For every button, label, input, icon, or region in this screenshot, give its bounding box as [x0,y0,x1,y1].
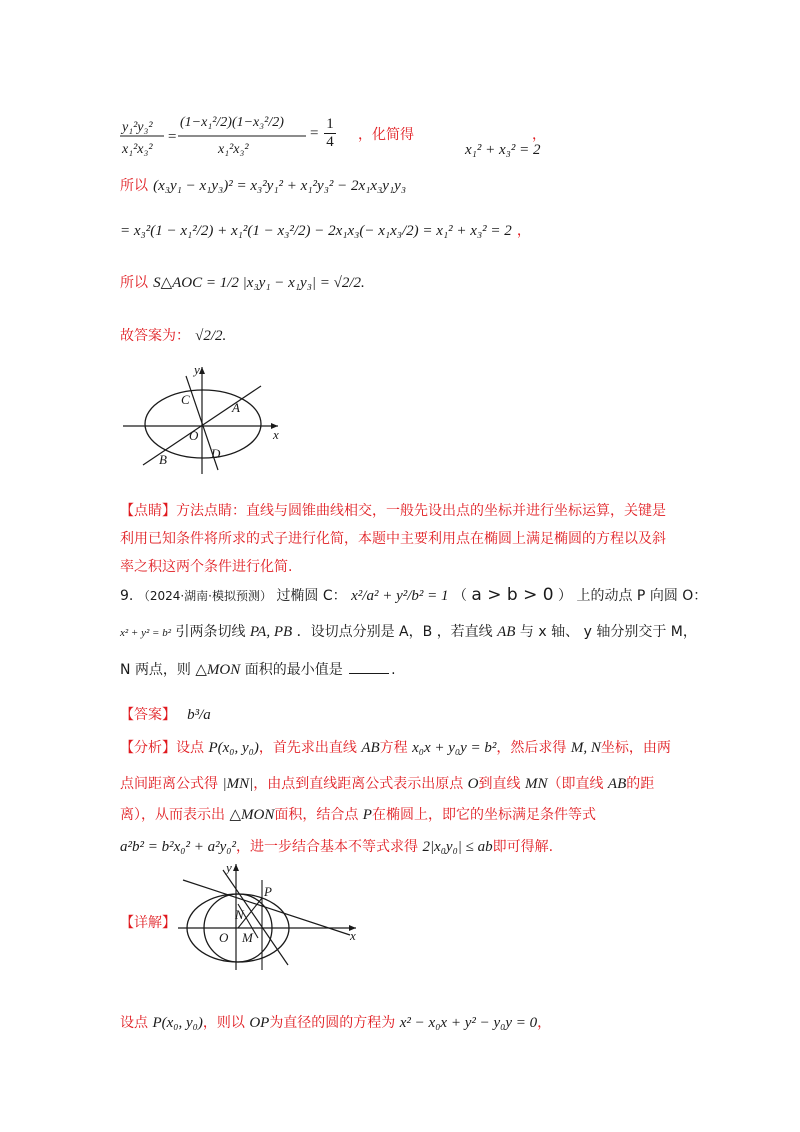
line1-quarter: = $\frac{1}{4}$ [310,116,334,150]
final-a: 设点 [120,1015,148,1031]
analysis-l4a: ，进一步结合基本不等式求得 [235,839,418,855]
analysis-line1 [120,737,671,757]
fig2-label-p: P [264,884,272,899]
line1-fraction-svg [120,98,310,166]
analysis-MN: M, N [570,740,601,756]
line5-prefix: 故答案为： [120,328,190,344]
q9-O: O： [682,588,708,604]
fig2-label-m: M [242,930,253,945]
analysis-line4 [120,836,553,856]
question-9-line1 [120,585,707,605]
analysis-MN2: MN [524,776,548,792]
detail-tag: 【详解】 [120,915,176,931]
line2 [120,175,406,195]
fig1-label-o: O [189,428,199,443]
analysis-l3b: 面积，结合点 [274,807,359,823]
analysis-l2a: 点间距离公式得 [120,776,218,792]
q9-text2: 上的动点 [576,588,633,604]
final-d: ， [537,1015,552,1031]
analysis-AB: AB [361,740,380,756]
analysis-tag: 【分析】 [120,740,176,756]
final-eq: x² − x₀x + y² − y₀y = 0 [399,1015,538,1031]
answer-line [120,690,211,723]
analysis-eq4: a²b² = b²x₀² + a²y₀² [120,839,236,855]
fig1-label-d: D [211,446,221,461]
analysis-line-eq: x₀x + y₀y = b² [412,740,497,756]
answer-blank [349,673,389,674]
analysis-l2e: 的距 [626,776,655,792]
final-line [120,1012,551,1032]
svg-text:=: = [167,129,178,145]
line4 [120,272,365,292]
figure-2-tangent [178,860,363,972]
q9-P: P [636,588,646,604]
q9-text11: 面积的最小值是 [244,662,343,678]
final-c: 为直径的圆的方程为 [269,1015,396,1031]
analysis-line3 [120,804,596,824]
q9-AB: A，B [399,624,433,640]
dianjing-block [120,497,666,581]
q9-circle-eq: x² + y² = b² [120,627,172,639]
question-9-line2 [120,621,697,641]
analysis-ineq: 2|x₀y₀| ≤ ab [422,839,493,855]
fig1-label-a: A [232,400,240,415]
analysis-O: O [467,776,479,792]
q9-cond-close: ） [558,588,573,604]
dianjing-line2: 利用已知条件将所求的式子进行化简，本题中主要利用点在椭圆上满足椭圆的方程以及斜 [120,531,666,547]
q9-ellipse-eq: x²/a² + y²/b² = 1 [351,588,449,604]
svg-text:x₁²x₃²: x₁²x₃² [218,142,249,157]
lhs-num: y₁²y₃² [122,120,153,135]
analysis-l1e: 坐标，由两 [600,740,671,756]
lhs-den: x₁²x₃² [122,142,153,157]
line1-equation [120,98,310,170]
q9-text8: 轴、 [551,624,580,640]
analysis-l1c: 方程 [379,740,408,756]
q9-N: N [120,662,131,678]
line2-prefix: 所以 [120,178,148,194]
line5 [120,325,226,345]
analysis-l1a: 设点 [176,740,204,756]
q9-number: 9. [120,588,134,604]
q9-M: M， [670,624,697,640]
q9-xaxis: x [538,624,547,640]
line4-prefix: 所以 [120,275,148,291]
q9-curve-name: C： [322,588,347,604]
analysis-AB2: AB [607,776,627,792]
analysis-l1b: ，首先求出直线 [258,740,357,756]
simplify-text: ，化简得 [358,127,414,143]
analysis-l4b: 即可得解. [492,839,554,855]
q9-lineAB: AB [497,624,516,640]
q9-cond-open: （ [452,588,467,604]
fig1-label-y: y [194,362,200,377]
analysis-P: P [362,807,372,823]
q9-text9: 轴分别交于 [596,624,667,640]
analysis-l2d: （即直线 [547,776,604,792]
fig1-label-c: C [181,392,190,407]
fig2-label-y: y [226,860,232,875]
q9-yaxis: y [583,624,592,640]
q9-condition: a > b > 0 [471,585,554,605]
analysis-l2b: ，由点到直线距离公式表示出原点 [253,776,464,792]
dianjing-line3: 率之积这两个条件进行化简. [120,559,293,575]
q9-source: （2024·湖南·模拟预测） [137,589,272,603]
line3-expr: = x₃²(1 − x₁²/2) + x₁²(1 − x₃²/2) − 2x₁x₃(− x₁x₃/2) = x₁² + x₃² = 2 [120,223,512,239]
line2-expr: (x₃y₁ − x₁y₃)² = x₃²y₁² + x₁²y₃² − 2x₁x₃y₁y₃ [153,178,407,194]
analysis-l1d: ，然后求得 [496,740,567,756]
analysis-l3a: 离），从而表示出 [120,807,225,823]
dianjing-line1: 方法点睛：直线与圆锥曲线相交，一般先设出点的坐标并进行坐标运算，关键是 [176,503,666,519]
fig2-label-x: x [350,928,356,943]
q9-text6: ，若直线 [436,624,493,640]
fig1-label-b: B [159,452,167,467]
line3-comma: ， [516,223,531,239]
fig2-label-o: O [219,930,229,945]
final-OP: OP [249,1015,270,1031]
answer-tag: 【答案】 [120,707,176,723]
q9-tangents: PA, PB [249,624,293,640]
q9-text4: 引两条切线 [175,624,246,640]
line1-comma: ， [532,127,546,143]
line1-result: x₁² + x₃² = 2 [465,142,541,158]
analysis-l3c: 在椭圆上，即它的坐标满足条件等式 [371,807,596,823]
line4-expr: S△AOC = 1/2 |x₃y₁ − x₁y₃| = √2/2. [153,275,365,291]
q9-text1: 过椭圆 [276,588,319,604]
fig2-label-n: N [235,907,244,922]
line3 [120,220,531,240]
analysis-P0: P(x₀, y₀) [208,740,259,756]
q9-triangle: △MON [195,662,241,678]
analysis-absMN: |MN| [222,776,254,792]
line5-expr: √2/2. [195,328,227,344]
analysis-l2c: 到直线 [478,776,521,792]
question-9-line3 [120,659,396,679]
final-P0: P(x₀, y₀) [152,1015,203,1031]
analysis-line2 [120,773,654,793]
final-b: ，则以 [202,1015,245,1031]
q9-text3: 向圆 [649,588,678,604]
q9-end: . [391,662,396,678]
q9-text10: 两点，则 [134,662,191,678]
q9-text7: 与 [519,624,534,640]
figure-1-ellipse [118,362,288,477]
q9-text5: ．设切点分别是 [296,624,395,640]
analysis-tri: △MON [229,807,275,823]
answer-value: b³/a [187,707,211,723]
svg-text:(1−x₁²/2)(1−x₃²/2): (1−x₁²/2)(1−x₃²/2) [180,115,284,130]
dianjing-tag: 【点睛】 [120,503,176,519]
fig1-label-x: x [273,427,279,442]
